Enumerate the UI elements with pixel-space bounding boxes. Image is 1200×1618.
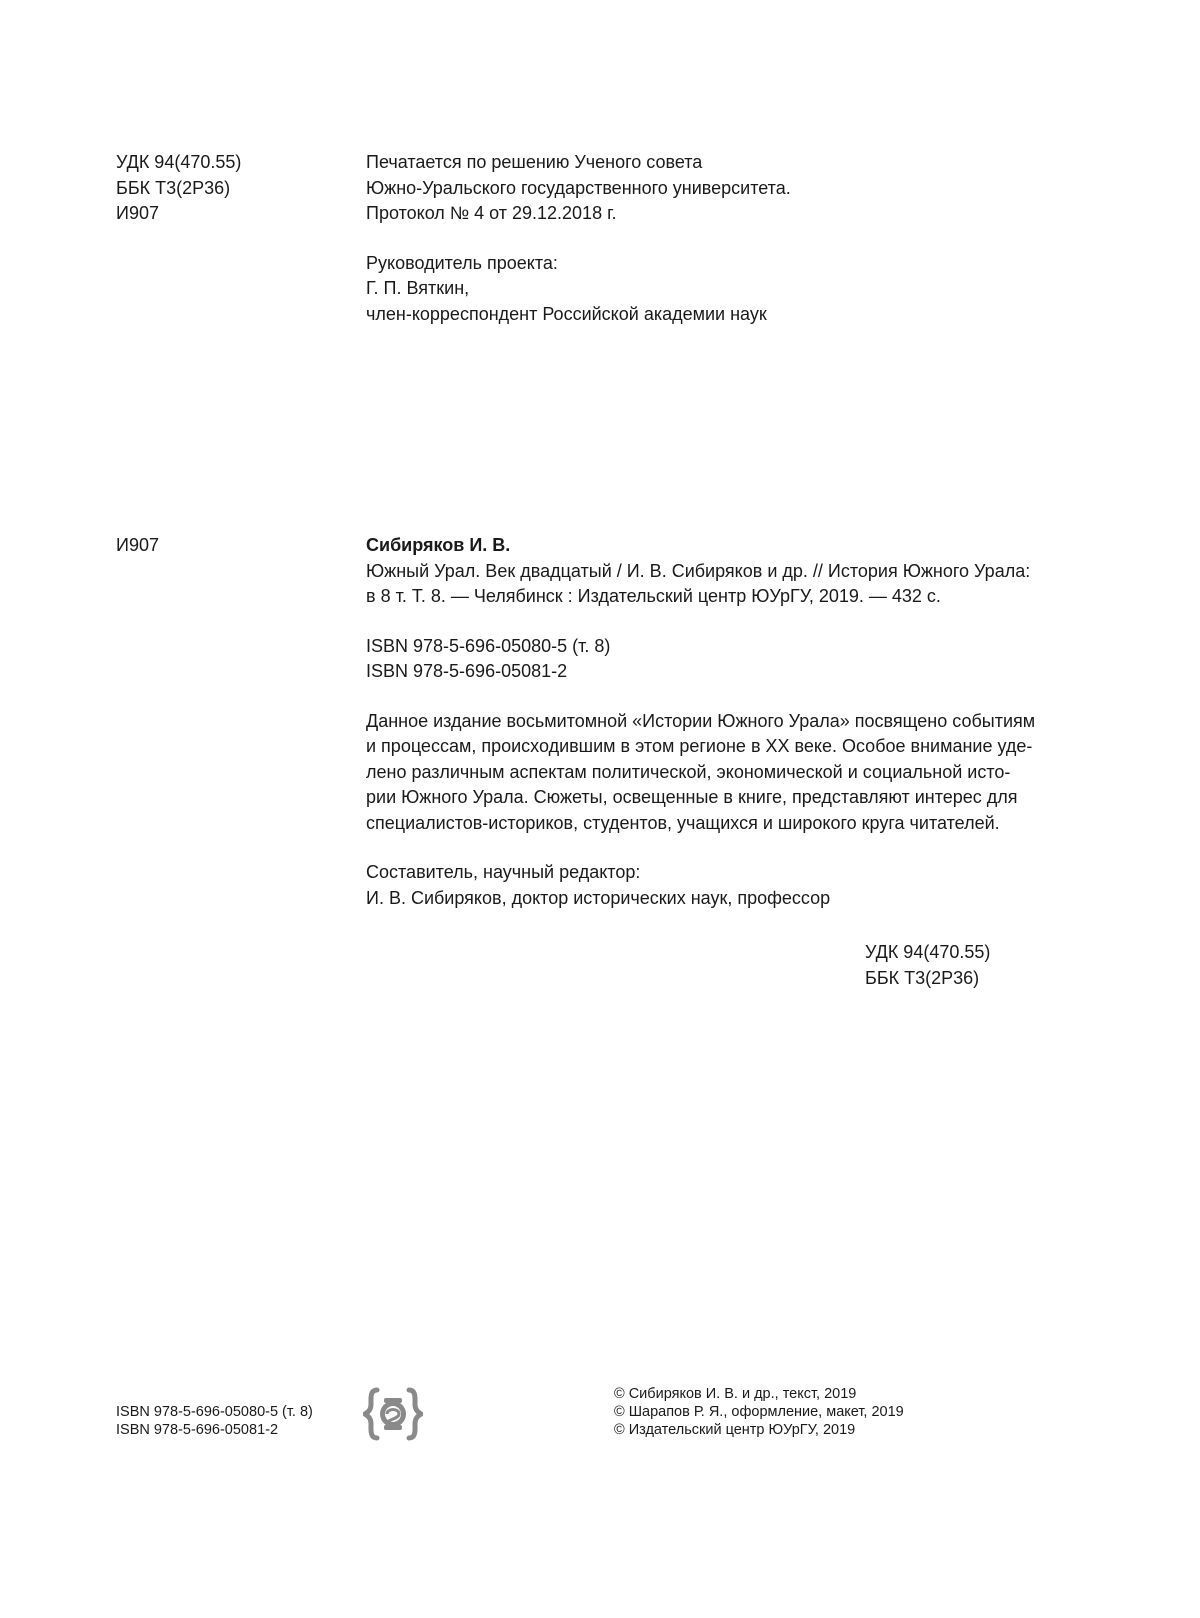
leader-line: член-корреспондент Российской академии наук	[366, 303, 767, 324]
catalog-classification	[865, 940, 990, 991]
leader-line: Руководитель проекта:	[366, 252, 558, 273]
udk-code: УДК 94(470.55)	[116, 152, 242, 172]
approval-line: Протокол № 4 от 29.12.2018 г.	[366, 203, 617, 223]
bbk-code: ББК Т3(2Р36)	[865, 967, 980, 988]
catalog-author-mark	[116, 533, 159, 559]
isbn-line: ISBN 978-5-696-05081-2	[366, 661, 568, 681]
citation-line: в 8 т. Т. 8. — Челябинск : Издательский центр ЮУрГУ, 2019. — 432 с.	[366, 586, 941, 606]
abstract-line: и процессам, происходившим в этом регионе в XX веке. Особое внимание уде-	[366, 736, 1033, 756]
abstract-line: Данное издание восьмитомной «Истории Южного Урала» посвящено событиям	[366, 710, 1036, 731]
copyright-line: © Шарапов Р. Я., оформление, макет, 2019	[614, 1404, 904, 1420]
copyright-line: © Сибиряков И. В. и др., текст, 2019	[614, 1386, 857, 1402]
classification-codes	[116, 150, 241, 227]
isbn-line: ISBN 978-5-696-05080-5 (т. 8)	[366, 635, 611, 656]
leader-line: Г. П. Вяткин,	[366, 278, 470, 298]
citation-line: Южный Урал. Век двадцатый / И. В. Сибиряков и др. // История Южного Урала:	[366, 560, 1031, 581]
footer-isbn	[116, 1403, 313, 1439]
editor-line: И. В. Сибиряков, доктор исторических наук, профессор	[366, 887, 831, 908]
abstract-line: специалистов-историков, студентов, учащихся и широкого круга читателей.	[366, 812, 1000, 833]
isbn-line: ISBN 978-5-696-05081-2	[116, 1422, 279, 1438]
abstract-line: лено различным аспектам политической, экономической и социальной исто-	[366, 761, 1011, 782]
copyright-notices	[614, 1385, 904, 1439]
approval-line: Печатается по решению Ученого совета	[366, 152, 703, 172]
author-mark: И907	[116, 203, 159, 223]
approval-notice	[366, 150, 791, 327]
abstract-line: рии Южного Урала. Сюжеты, освещенные в книге, представляют интерес для	[366, 787, 1018, 807]
approval-line: Южно-Уральского государственного университета.	[366, 177, 791, 198]
editor-line: Составитель, научный редактор:	[366, 862, 641, 882]
catalog-code-text: И907	[116, 535, 159, 555]
udk-code: УДК 94(470.55)	[865, 942, 991, 962]
copyright-line: © Издательский центр ЮУрГУ, 2019	[614, 1422, 856, 1438]
bibliographic-record	[366, 533, 1035, 911]
bbk-code: ББК Т3(2Р36)	[116, 177, 231, 198]
catalog-author: Сибиряков И. В.	[366, 535, 511, 555]
isbn-line: ISBN 978-5-696-05080-5 (т. 8)	[116, 1404, 313, 1420]
publisher-emblem-icon	[363, 1386, 423, 1442]
